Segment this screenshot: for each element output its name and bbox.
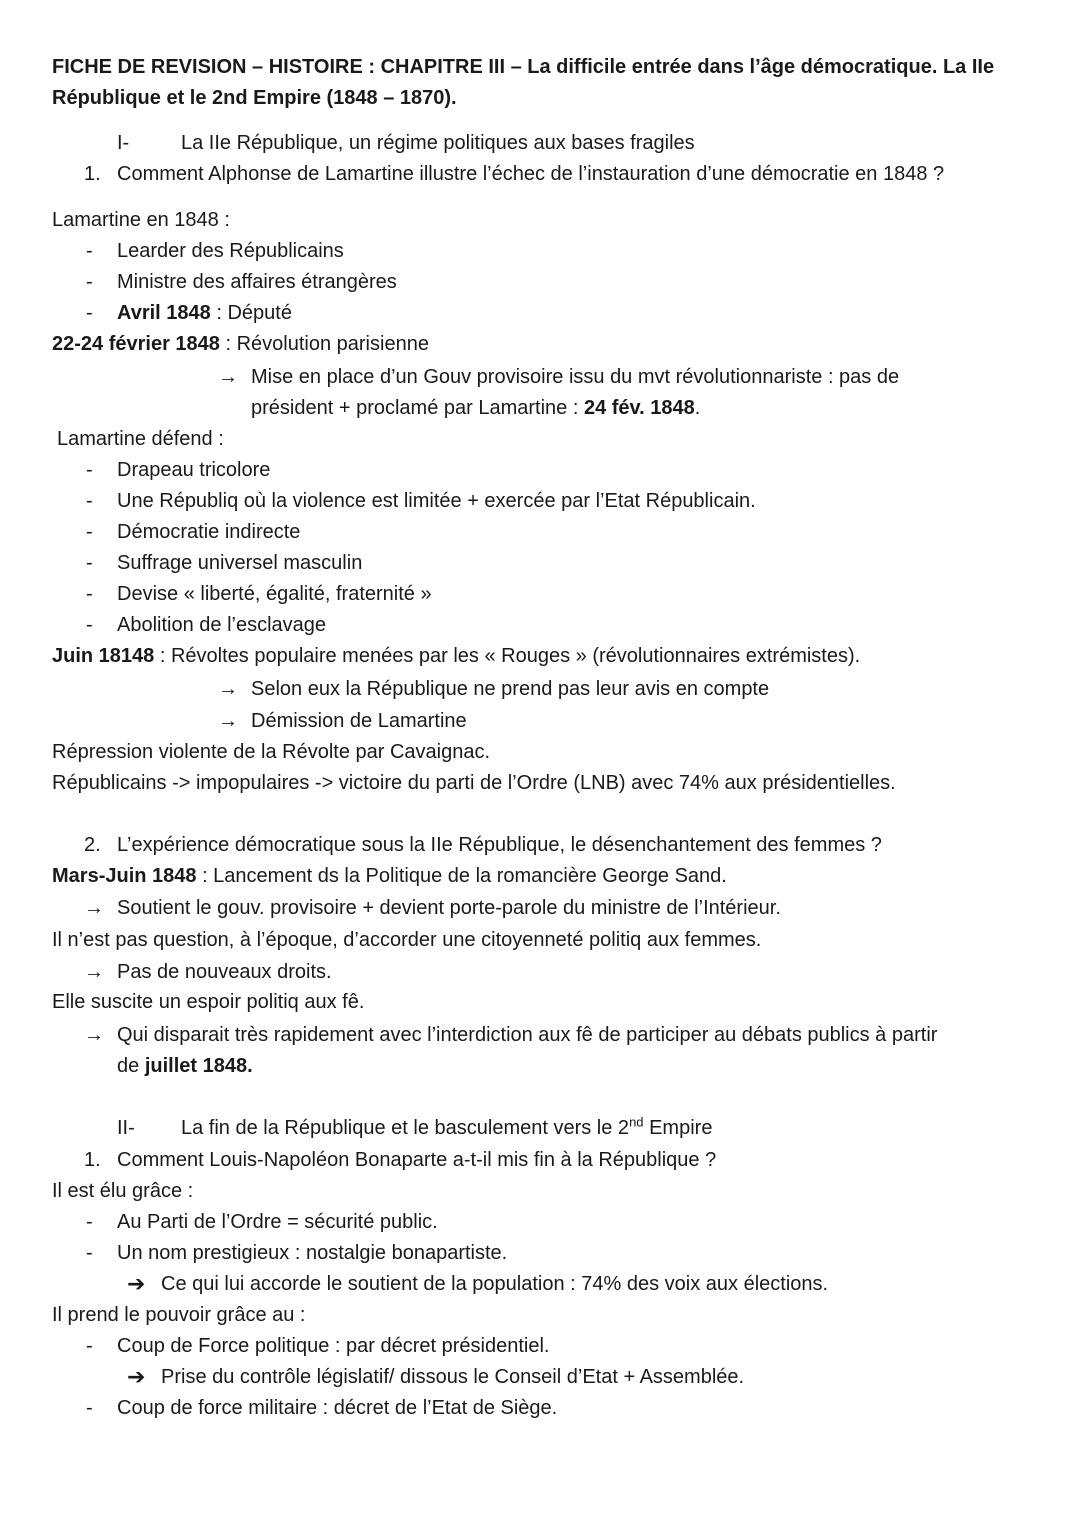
event-consequence-line-2: président + proclamé par Lamartine : 24 fév. 1848.: [251, 397, 701, 419]
population-support-text: Ce qui lui accorde le soutient de la population : 74% des voix aux élections.: [161, 1273, 829, 1295]
bullet-dash: -: [86, 552, 93, 574]
arrow-icon: →: [218, 366, 238, 388]
list-item: Devise « liberté, égalité, fraternité »: [117, 583, 432, 605]
bold-arrow-icon: ➔: [127, 1364, 146, 1389]
document-title-line-2: République et le 2nd Empire (1848 – 1870).: [52, 87, 457, 109]
hope-disappears-line-1: Qui disparait très rapidement avec l’interdiction aux fê de participer au débats publics à partir: [117, 1024, 938, 1046]
revolt-consequence: Démission de Lamartine: [251, 710, 467, 732]
bullet-dash: -: [86, 1211, 93, 1233]
event-george-sand: Mars-Juin 1848 : Lancement ds la Politique de la romancière George Sand.: [52, 865, 727, 887]
question-3-text: Comment Louis-Napoléon Bonaparte a-t-il mis fin à la République ?: [117, 1149, 717, 1171]
question-2-number: 2.: [84, 834, 101, 856]
bullet-dash: -: [86, 521, 93, 543]
power-intro: Il prend le pouvoir grâce au :: [52, 1304, 306, 1326]
bullet-dash: -: [86, 490, 93, 512]
legislative-control-text: Prise du contrôle législatif/ dissous le Conseil d’Etat + Assemblée.: [161, 1366, 745, 1388]
list-item: Learder des Républicains: [117, 240, 344, 262]
event-june-revolt: Juin 18148 : Révoltes populaire menées par les « Rouges » (révolutionnaires extrémistes).: [52, 645, 861, 667]
repression-text: Répression violente de la Révolte par Cavaignac.: [52, 741, 491, 763]
bullet-dash: -: [86, 1335, 93, 1357]
event-february-1848: 22-24 février 1848 : Révolution parisienne: [52, 333, 429, 355]
section-2-numeral: II-: [117, 1117, 135, 1139]
question-1-number: 1.: [84, 163, 101, 185]
bullet-dash: -: [86, 302, 93, 324]
elected-intro: Il est élu grâce :: [52, 1180, 194, 1202]
question-1-text: Comment Alphonse de Lamartine illustre l’échec de l’instauration d’une démocratie en 1848 ?: [117, 163, 945, 185]
bullet-dash: -: [86, 271, 93, 293]
arrow-icon: →: [84, 961, 104, 983]
arrow-icon: →: [218, 678, 238, 700]
list-item: Abolition de l’esclavage: [117, 614, 327, 636]
list-item: Suffrage universel masculin: [117, 552, 363, 574]
conclusion-text: Républicains -> impopulaires -> victoire du parti de l’Ordre (LNB) avec 74% aux présidentielles.: [52, 772, 896, 794]
list-item: Au Parti de l’Ordre = sécurité public.: [117, 1211, 438, 1233]
arrow-icon: →: [218, 710, 238, 732]
event-consequence-line-1: Mise en place d’un Gouv provisoire issu du mvt révolutionnariste : pas de: [251, 366, 900, 388]
bullet-dash: -: [86, 1397, 93, 1419]
bold-arrow-icon: ➔: [127, 1271, 146, 1296]
lamartine-intro: Lamartine en 1848 :: [52, 209, 230, 231]
section-2-heading: La fin de la République et le basculement vers le 2nd Empire: [181, 1114, 713, 1139]
list-item: Coup de Force politique : par décret présidentiel.: [117, 1335, 550, 1357]
list-item: Avril 1848 : Député: [117, 302, 292, 324]
george-sand-role: Soutient le gouv. provisoire + devient porte-parole du ministre de l’Intérieur.: [117, 897, 781, 919]
bullet-dash: -: [86, 583, 93, 605]
list-item: Drapeau tricolore: [117, 459, 271, 481]
lamartine-defends-intro: Lamartine défend :: [57, 428, 224, 450]
question-3-number: 1.: [84, 1149, 101, 1171]
political-hope-text: Elle suscite un espoir politiq aux fê.: [52, 991, 365, 1013]
section-1-heading: La IIe République, un régime politiques aux bases fragiles: [181, 132, 695, 154]
hope-disappears-line-2: de juillet 1848.: [117, 1055, 253, 1077]
question-2-text: L’expérience démocratique sous la IIe République, le désenchantement des femmes ?: [117, 834, 882, 856]
arrow-icon: →: [84, 897, 104, 919]
list-item: Coup de force militaire : décret de l’Etat de Siège.: [117, 1397, 558, 1419]
bullet-dash: -: [86, 1242, 93, 1264]
bullet-dash: -: [86, 614, 93, 636]
list-item: Démocratie indirecte: [117, 521, 301, 543]
section-1-numeral: I-: [117, 132, 130, 154]
list-item: Un nom prestigieux : nostalgie bonapartiste.: [117, 1242, 508, 1264]
list-item: Ministre des affaires étrangères: [117, 271, 397, 293]
arrow-icon: →: [84, 1024, 104, 1046]
bullet-dash: -: [86, 459, 93, 481]
document-title-line-1: FICHE DE REVISION – HISTOIRE : CHAPITRE III – La difficile entrée dans l’âge démocratique. La IIe: [52, 56, 995, 78]
bullet-dash: -: [86, 240, 93, 262]
revolt-consequence: Selon eux la République ne prend pas leur avis en compte: [251, 678, 770, 700]
list-item: Une Républiq où la violence est limitée + exercée par l’Etat Républicain.: [117, 490, 756, 512]
no-new-rights-text: Pas de nouveaux droits.: [117, 961, 332, 983]
women-citizenship-text: Il n’est pas question, à l’époque, d’accorder une citoyenneté politiq aux femmes.: [52, 929, 762, 951]
